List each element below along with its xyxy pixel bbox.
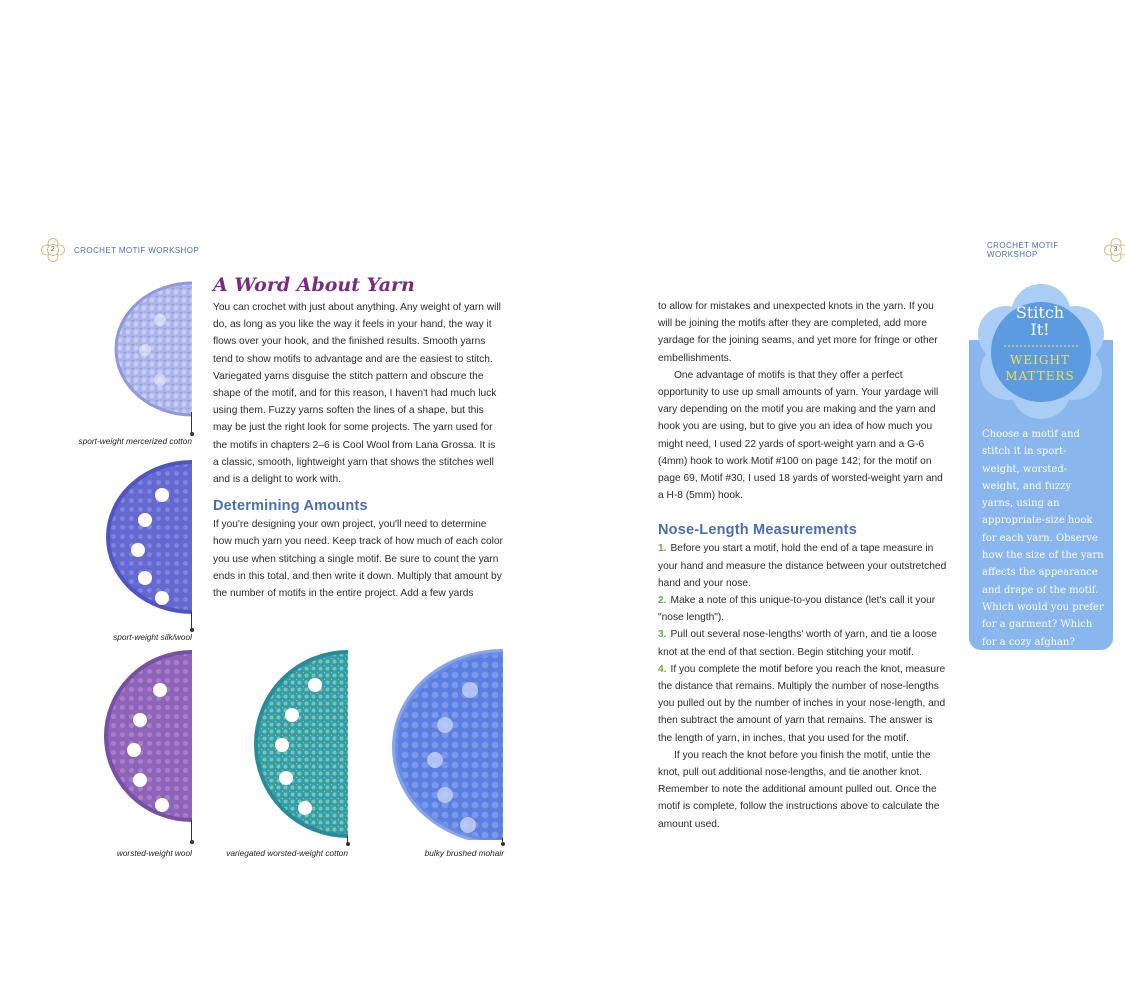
swatch-brushed-mohair bbox=[395, 652, 503, 840]
subhead-determining-amounts: Determining Amounts bbox=[213, 498, 368, 515]
step-text: Pull out several nose-lengths' worth of yarn, and tie a loose knot at the end of that section. Begin stitching your motif. bbox=[658, 629, 937, 658]
flower-icon bbox=[1103, 237, 1125, 263]
step-number: 3. bbox=[658, 629, 667, 641]
leader-line bbox=[347, 836, 348, 844]
amounts-paragraph: If you're designing your own project, you'll need to determine how much yarn you need. Keep track of how much of each color you use when stitching a single motif. Be sure to count the yarn ends in this total, and then write it down. Multiply that amount by the number of motifs in the entire project. Add a few yards bbox=[213, 519, 503, 600]
leader-line bbox=[191, 412, 192, 434]
caption-brushed-mohair: bulky brushed mohair bbox=[424, 848, 504, 858]
swatch-silk-wool bbox=[108, 462, 192, 612]
advantage-paragraph: One advantage of motifs is that they offer a perfect opportunity to use up small amounts of yarn. Your yardage will vary depending on the motif you are making and the yarn and hook you are using, but to give you an idea of how much you might need, I used 22 yards of sport-weight yarn and a G-6 (4mm) hook to work Motif #100 on page 142; for the motif on page 69, Motif #30, I used 18 yards of worsted-weight yarn and a H-8 (5mm) hook. bbox=[658, 369, 943, 502]
left-running-header bbox=[40, 238, 199, 262]
caption-silk-wool: sport-weight silk/wool bbox=[113, 632, 192, 642]
sidebar-title bbox=[983, 304, 1097, 338]
left-page-number: 2 bbox=[50, 246, 56, 253]
page-title: A Word About Yarn bbox=[213, 274, 415, 296]
list-item bbox=[658, 592, 948, 626]
left-running-head-text: CROCHET MOTIF WORKSHOP bbox=[74, 245, 200, 255]
step-number: 4. bbox=[658, 663, 667, 675]
sidebar-title-line: It! bbox=[1030, 320, 1050, 339]
step-text: If you complete the motif before you reach the knot, measure the distance that remains. Multiply the number of nose-lengths you pulled out by the number of inches in your nose-length, and then subtract the amount of yarn that remains. The answer is the length of yarn, in inches, that you used for the motif. bbox=[658, 663, 946, 744]
caption-worsted-wool: worsted-weight wool bbox=[116, 848, 192, 858]
right-page-number: 3 bbox=[1113, 246, 1118, 253]
swatch-mercerized-cotton bbox=[116, 283, 192, 415]
swatch-worsted-wool bbox=[106, 652, 192, 820]
leader-line bbox=[191, 820, 192, 842]
step-text: Make a note of this unique-to-you distance (let's call it your "nose length"). bbox=[658, 595, 936, 624]
sidebar-subtitle-line: MATTERS bbox=[1005, 369, 1075, 383]
left-text-column bbox=[213, 274, 503, 602]
intro-paragraph: You can crochet with just about anything. Any weight of yarn will do, as long as you like the way it feels in your hand, the way it flows over your hook, and the finished results. Smooth yarns tend to show motifs to advantage and are the easiest to stitch. Variegated yarns disguise the stitch pattern and obscure the shape of the motif, and for this reason, I haven't had much luck using them. Fuzzy yarns soften the lines of a shape, but this may be just the right look for some projects. The yarn used for the motifs in chapters 2–6 is Cool Wool from Lana Grossa. It is a classic, smooth, lightweight yarn that shows the stitches well and is a delight to work with. bbox=[213, 302, 501, 486]
sidebar-title-line: Stitch bbox=[1015, 303, 1065, 322]
caption-mercerized-cotton: sport-weight mercerized cotton bbox=[78, 436, 192, 446]
step-number: 2. bbox=[658, 595, 667, 607]
closing-paragraph: If you reach the knot before you finish the motif, untie the knot, pull out additional nose-lengths, and tie another knot. Remember to note the additional amount pulled out. Once the motif is complete, follow the instructions above to calculate the amount used. bbox=[658, 749, 940, 830]
steps-list bbox=[658, 540, 948, 746]
flower-badge bbox=[966, 274, 1116, 424]
swatch-variegated-cotton bbox=[256, 652, 348, 836]
list-item bbox=[658, 661, 948, 747]
right-running-head-text: CROCHET MOTIF WORKSHOP bbox=[987, 241, 1059, 259]
caption-variegated-cotton: variegated worsted-weight cotton bbox=[226, 848, 348, 858]
sidebar-text: Choose a motif and stitch it in sport-weight, worsted-weight, and fuzzy yarns, using an appropriate-size hook for each yarn. Observe how the size of the yarn affects the appearance and drape of the motif. Which would you prefer for a garment? Which for a cozy afghan? bbox=[982, 429, 1104, 648]
step-number: 1. bbox=[658, 543, 667, 555]
right-text-column bbox=[658, 298, 948, 833]
leader-line bbox=[191, 612, 192, 630]
sidebar-subtitle-line: WEIGHT bbox=[1010, 353, 1070, 367]
right-running-header bbox=[987, 238, 1125, 262]
sidebar-subtitle bbox=[983, 352, 1097, 384]
flower-icon bbox=[40, 237, 66, 263]
leader-line bbox=[502, 838, 503, 844]
list-item bbox=[658, 540, 948, 592]
subhead-nose-length: Nose-Length Measurements bbox=[658, 522, 857, 539]
step-text: Before you start a motif, hold the end of a tape measure in your hand and measure the distance between your outstretched hand and your nose. bbox=[658, 543, 947, 589]
list-item bbox=[658, 626, 948, 660]
continued-paragraph: to allow for mistakes and unexpected knots in the yarn. If you will be joining the motifs after they are completed, add more yardage for the joining seams, and yet more for fringe or other embellishments. bbox=[658, 301, 938, 364]
